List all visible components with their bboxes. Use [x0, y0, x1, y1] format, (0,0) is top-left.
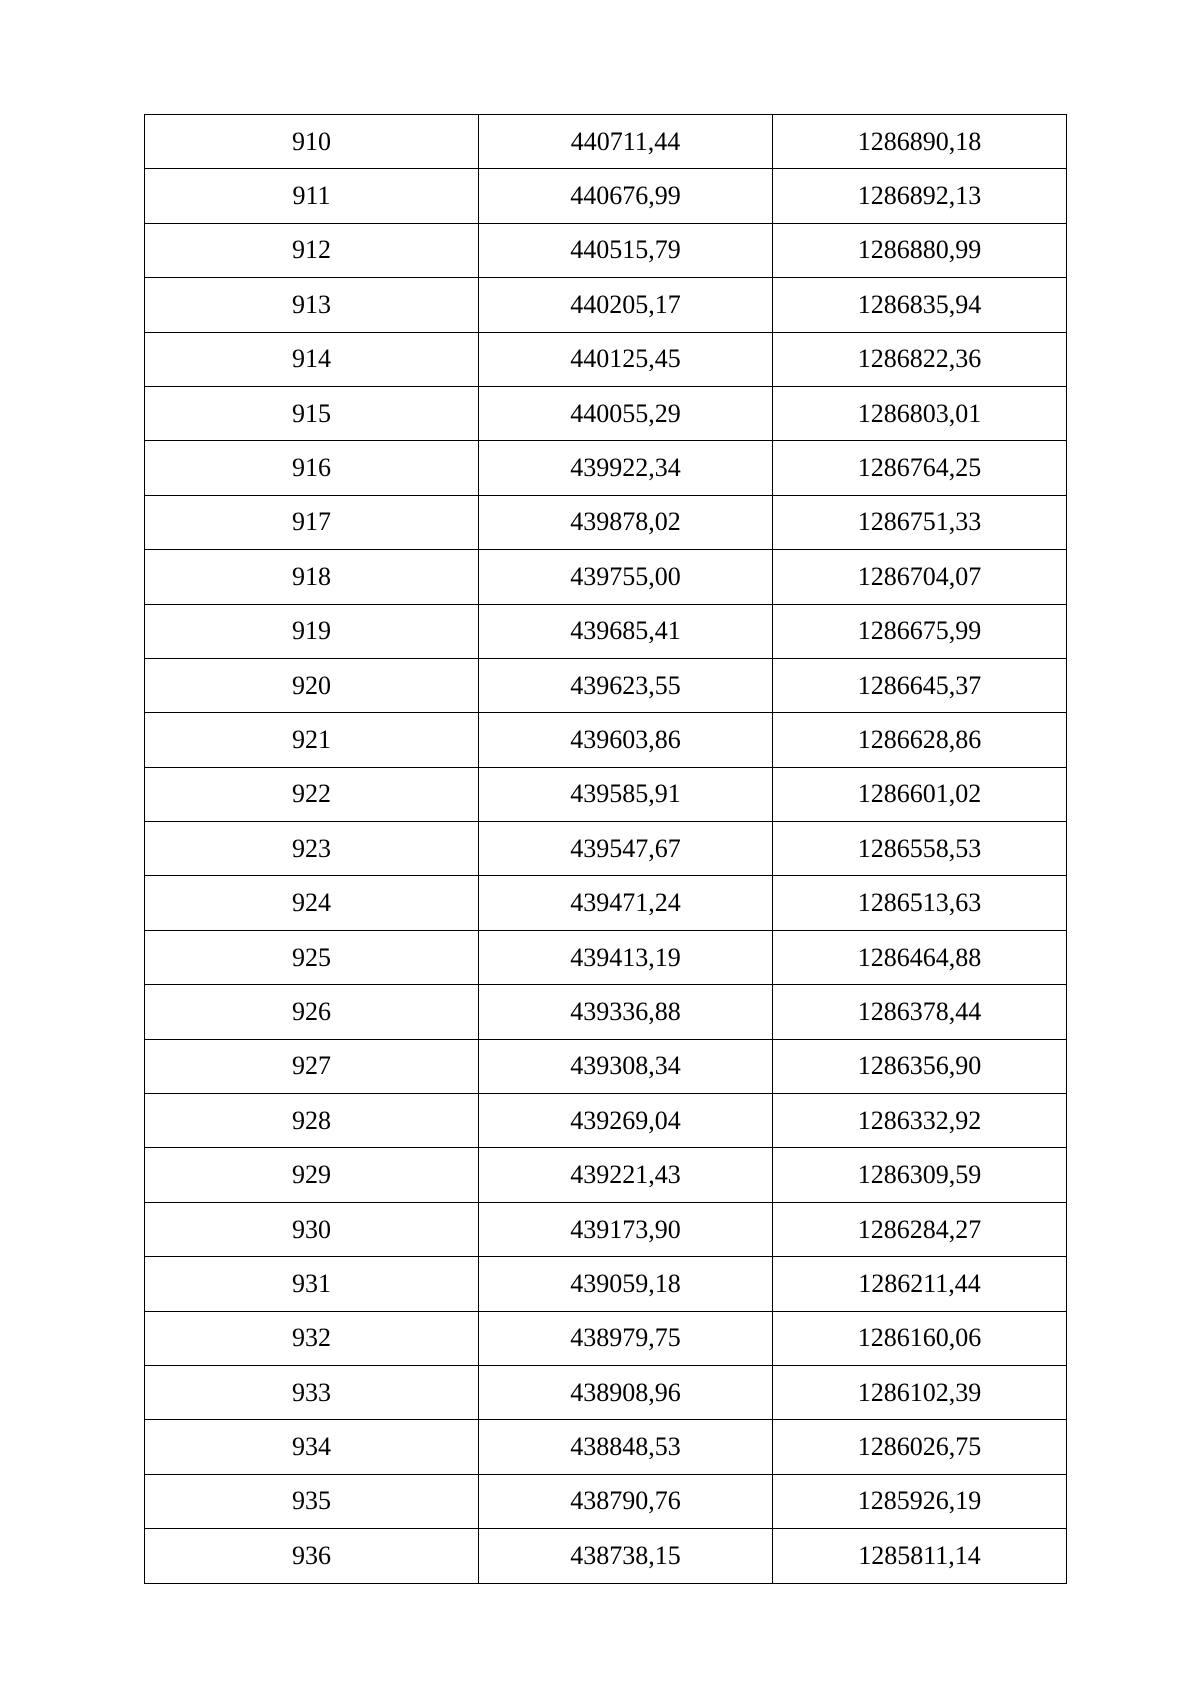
point-number-cell: 933	[145, 1365, 479, 1419]
y-coordinate-cell: 1286102,39	[773, 1365, 1067, 1419]
table-row	[145, 441, 1067, 495]
point-number-cell: 930	[145, 1202, 479, 1256]
y-coordinate-cell: 1286558,53	[773, 822, 1067, 876]
point-number-cell: 929	[145, 1148, 479, 1202]
table-row	[145, 495, 1067, 549]
y-coordinate-cell: 1286890,18	[773, 115, 1067, 169]
x-coordinate-cell: 439547,67	[479, 822, 773, 876]
point-number-cell: 934	[145, 1420, 479, 1474]
table-row	[145, 223, 1067, 277]
x-coordinate-cell: 440055,29	[479, 386, 773, 440]
x-coordinate-cell: 439922,34	[479, 441, 773, 495]
x-coordinate-cell: 438790,76	[479, 1474, 773, 1528]
y-coordinate-cell: 1286822,36	[773, 332, 1067, 386]
y-coordinate-cell: 1286513,63	[773, 876, 1067, 930]
x-coordinate-cell: 439585,91	[479, 767, 773, 821]
coordinates-table-body	[145, 115, 1067, 1584]
table-row	[145, 115, 1067, 169]
x-coordinate-cell: 439269,04	[479, 1094, 773, 1148]
point-number-cell: 912	[145, 223, 479, 277]
y-coordinate-cell: 1286764,25	[773, 441, 1067, 495]
y-coordinate-cell: 1286645,37	[773, 658, 1067, 712]
x-coordinate-cell: 438848,53	[479, 1420, 773, 1474]
y-coordinate-cell: 1286803,01	[773, 386, 1067, 440]
point-number-cell: 914	[145, 332, 479, 386]
y-coordinate-cell: 1285926,19	[773, 1474, 1067, 1528]
y-coordinate-cell: 1286211,44	[773, 1257, 1067, 1311]
y-coordinate-cell: 1286160,06	[773, 1311, 1067, 1365]
x-coordinate-cell: 439413,19	[479, 930, 773, 984]
x-coordinate-cell: 439221,43	[479, 1148, 773, 1202]
point-number-cell: 923	[145, 822, 479, 876]
x-coordinate-cell: 440515,79	[479, 223, 773, 277]
table-row	[145, 1257, 1067, 1311]
table-row	[145, 1039, 1067, 1093]
table-row	[145, 985, 1067, 1039]
x-coordinate-cell: 440711,44	[479, 115, 773, 169]
table-row	[145, 332, 1067, 386]
point-number-cell: 936	[145, 1529, 479, 1583]
table-row	[145, 658, 1067, 712]
point-number-cell: 928	[145, 1094, 479, 1148]
x-coordinate-cell: 438908,96	[479, 1365, 773, 1419]
table-row	[145, 1311, 1067, 1365]
point-number-cell: 931	[145, 1257, 479, 1311]
point-number-cell: 924	[145, 876, 479, 930]
y-coordinate-cell: 1286601,02	[773, 767, 1067, 821]
y-coordinate-cell: 1286751,33	[773, 495, 1067, 549]
point-number-cell: 913	[145, 278, 479, 332]
table-row	[145, 1202, 1067, 1256]
point-number-cell: 922	[145, 767, 479, 821]
table-row	[145, 169, 1067, 223]
point-number-cell: 920	[145, 658, 479, 712]
point-number-cell: 916	[145, 441, 479, 495]
coordinates-table	[144, 114, 1067, 1584]
table-row	[145, 1094, 1067, 1148]
table-row	[145, 604, 1067, 658]
point-number-cell: 925	[145, 930, 479, 984]
x-coordinate-cell: 439471,24	[479, 876, 773, 930]
table-row	[145, 386, 1067, 440]
table-row	[145, 1529, 1067, 1583]
table-row	[145, 550, 1067, 604]
y-coordinate-cell: 1285811,14	[773, 1529, 1067, 1583]
point-number-cell: 926	[145, 985, 479, 1039]
point-number-cell: 921	[145, 713, 479, 767]
x-coordinate-cell: 439755,00	[479, 550, 773, 604]
point-number-cell: 918	[145, 550, 479, 604]
x-coordinate-cell: 438979,75	[479, 1311, 773, 1365]
point-number-cell: 911	[145, 169, 479, 223]
y-coordinate-cell: 1286704,07	[773, 550, 1067, 604]
y-coordinate-cell: 1286026,75	[773, 1420, 1067, 1474]
y-coordinate-cell: 1286284,27	[773, 1202, 1067, 1256]
point-number-cell: 919	[145, 604, 479, 658]
table-row	[145, 713, 1067, 767]
y-coordinate-cell: 1286332,92	[773, 1094, 1067, 1148]
table-row	[145, 1365, 1067, 1419]
y-coordinate-cell: 1286628,86	[773, 713, 1067, 767]
point-number-cell: 927	[145, 1039, 479, 1093]
table-row	[145, 930, 1067, 984]
x-coordinate-cell: 440676,99	[479, 169, 773, 223]
point-number-cell: 935	[145, 1474, 479, 1528]
x-coordinate-cell: 439059,18	[479, 1257, 773, 1311]
x-coordinate-cell: 439173,90	[479, 1202, 773, 1256]
table-row	[145, 822, 1067, 876]
y-coordinate-cell: 1286356,90	[773, 1039, 1067, 1093]
point-number-cell: 932	[145, 1311, 479, 1365]
table-row	[145, 1420, 1067, 1474]
point-number-cell: 910	[145, 115, 479, 169]
y-coordinate-cell: 1286464,88	[773, 930, 1067, 984]
x-coordinate-cell: 439878,02	[479, 495, 773, 549]
y-coordinate-cell: 1286880,99	[773, 223, 1067, 277]
x-coordinate-cell: 440205,17	[479, 278, 773, 332]
table-row	[145, 278, 1067, 332]
x-coordinate-cell: 440125,45	[479, 332, 773, 386]
table-row	[145, 876, 1067, 930]
point-number-cell: 917	[145, 495, 479, 549]
x-coordinate-cell: 438738,15	[479, 1529, 773, 1583]
y-coordinate-cell: 1286675,99	[773, 604, 1067, 658]
x-coordinate-cell: 439308,34	[479, 1039, 773, 1093]
y-coordinate-cell: 1286835,94	[773, 278, 1067, 332]
point-number-cell: 915	[145, 386, 479, 440]
y-coordinate-cell: 1286892,13	[773, 169, 1067, 223]
x-coordinate-cell: 439623,55	[479, 658, 773, 712]
x-coordinate-cell: 439685,41	[479, 604, 773, 658]
table-row	[145, 767, 1067, 821]
table-row	[145, 1474, 1067, 1528]
y-coordinate-cell: 1286309,59	[773, 1148, 1067, 1202]
table-row	[145, 1148, 1067, 1202]
y-coordinate-cell: 1286378,44	[773, 985, 1067, 1039]
x-coordinate-cell: 439603,86	[479, 713, 773, 767]
x-coordinate-cell: 439336,88	[479, 985, 773, 1039]
